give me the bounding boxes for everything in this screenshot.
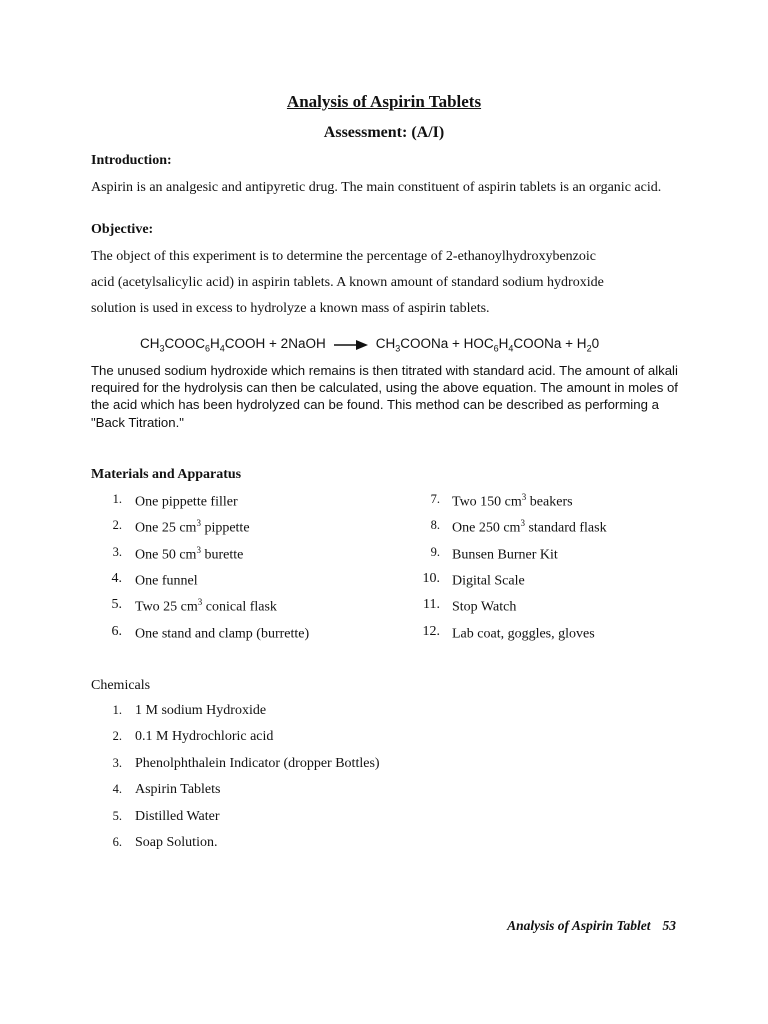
- item-number: 5.: [111, 597, 122, 613]
- item-text: Aspirin Tablets: [135, 782, 221, 798]
- item-number: 6.: [111, 623, 122, 639]
- page-subtitle: Assessment: (A/I): [323, 124, 445, 141]
- item-number: 7.: [430, 492, 440, 506]
- page-number: 53: [662, 918, 676, 933]
- item-text: One 250 $cm^3$ standard flask: [452, 518, 607, 536]
- page-title: Analysis of Aspirin Tablets: [286, 92, 482, 111]
- item-text: Two 150 $cm^3$ beakers: [452, 492, 573, 510]
- objective-heading: Objective:: [91, 222, 154, 237]
- chemicals-heading: Chemicals: [91, 678, 151, 693]
- item-text: Digital Scale: [452, 573, 525, 589]
- item-text: Lab coat, goggles, gloves: [452, 626, 595, 642]
- item-text: One 25 $cm^3$ pippette: [135, 518, 250, 536]
- item-text: Two 25 $cm^3$ conical flask: [135, 597, 277, 615]
- equation-reactants: $CH_3COOC_6H_4COOH$ + 2NaOH: [140, 336, 326, 354]
- page-footer: [400, 918, 676, 934]
- item-text: Phenolphthalein Indicator (dropper Bottles): [135, 755, 380, 771]
- item-number: 2.: [112, 518, 122, 533]
- introduction-text: Aspirin is an analgesic and antipyretic drug. The main constituent of aspirin tablets is an organic acid.: [91, 180, 662, 195]
- item-number: 6.: [112, 835, 122, 849]
- item-number: 5.: [112, 808, 122, 823]
- item-number: 4.: [112, 782, 122, 797]
- item-text: One stand and clamp (burrette): [135, 626, 310, 642]
- objective-line: acid (acetylsalicylic acid) in aspirin tablets. A known amount of standard sodium hydroxide: [91, 275, 604, 290]
- introduction-heading: Introduction:: [91, 153, 172, 168]
- equation-products: $CH_3COONa$ + $HOC_6H_4COONa + H_20$: [375, 336, 600, 354]
- item-text: Bunsen Burner Kit: [452, 547, 558, 563]
- item-text: 0.1 M Hydrochloric acid: [135, 729, 274, 745]
- objective-line: solution is used in excess to hydrolyze a known mass of aspirin tablets.: [91, 301, 490, 316]
- item-number: 12.: [422, 623, 440, 639]
- chemical-equation: [140, 336, 599, 354]
- item-number: 3.: [112, 755, 122, 770]
- objective-line: The object of this experiment is to determine the percentage of 2-ethanoylhydroxybenzoic: [91, 249, 596, 264]
- back-titration-text: The unused sodium hydroxide which remains is then titrated with standard acid. The amount of alkali required for the hydrolysis can then be calculated, using the above equation. The amount in moles of the acid which has been hydrolyzed can be found. This method can be described as performing a "Back Titration.": [91, 363, 678, 430]
- item-number: 11.: [423, 597, 440, 613]
- reaction-arrow-icon: [334, 339, 368, 351]
- item-number: 1.: [112, 492, 122, 506]
- item-text: Soap Solution.: [135, 835, 218, 850]
- item-number: 9.: [430, 544, 440, 559]
- item-number: 3.: [112, 544, 122, 559]
- item-text: 1 M sodium Hydroxide: [135, 703, 267, 718]
- item-text: One pippette filler: [135, 494, 238, 510]
- item-text: Distilled Water: [135, 808, 220, 824]
- item-text: One 50 $cm^3$ burette: [135, 544, 244, 563]
- footer-label: Analysis of Aspirin Tablet: [507, 918, 651, 933]
- item-number: 1.: [112, 703, 122, 717]
- item-number: 8.: [430, 518, 440, 533]
- item-number: 10.: [422, 570, 440, 586]
- item-number: 2.: [112, 729, 122, 744]
- item-text: Stop Watch: [452, 599, 517, 615]
- materials-heading: Materials and Apparatus: [91, 467, 242, 482]
- item-text: One funnel: [135, 573, 198, 589]
- item-number: 4.: [111, 570, 122, 586]
